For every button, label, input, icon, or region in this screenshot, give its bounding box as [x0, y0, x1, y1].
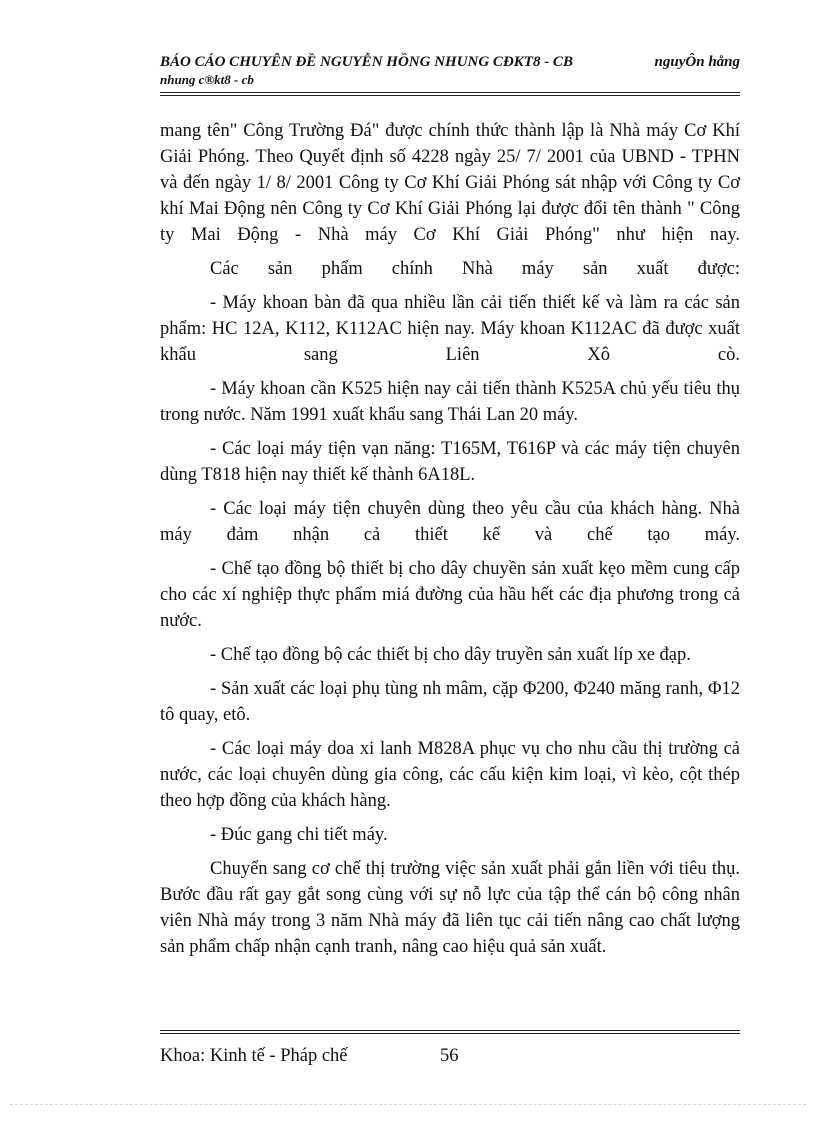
paragraph: - Chế tạo đồng bộ thiết bị cho dây chuyền sản xuất kẹo mềm cung cấp cho các xí nghiệp thực phẩm miá đường của hầu hết các địa phương trong cả nước. — [160, 559, 740, 631]
header-rule — [160, 92, 740, 93]
page-number: 56 — [440, 1046, 459, 1066]
page-edge-divider — [10, 1104, 806, 1105]
paragraph: - Các loại máy tiện vạn năng: T165M, T616P và các máy tiện chuyên dùng T818 hiện nay thiết kế thành 6A18L. — [160, 439, 740, 485]
paragraph: - Đúc gang chi tiết máy. — [210, 825, 388, 845]
header-title: BÁO CÁO CHUYÊN ĐỀ NGUYỄN HỒNG NHUNG CĐKT8 - CB — [160, 54, 573, 70]
paragraph: Chuyển sang cơ chế thị trường việc sản xuất phải gắn liền với tiêu thụ. Bước đầu rất gay gắt song cùng với sự nỗ lực của tập thể cán bộ công nhân viên Nhà máy trong 3 năm Nhà máy đã liên tục cải tiến nâng cao chất lượng sản phẩm chấp nhận cạnh tranh, nâng cao hiệu quả sản xuất. — [160, 859, 740, 957]
header-subtitle: nhung c®kt8 - cb — [160, 72, 254, 87]
paragraph: - Sản xuất các loại phụ tùng nh mâm, cặp Φ200, Φ240 măng ranh, Φ12 tô quay, etô. — [160, 679, 740, 725]
header-author: nguyÔn hång — [654, 54, 740, 70]
paragraph: Các sản phẩm chính Nhà máy sản xuất được: — [210, 259, 740, 279]
paragraph: mang tên" Công Trường Đá" được chính thức thành lập là Nhà máy Cơ Khí Giải Phóng. Theo Quyết định số 4228 ngày 25/ 7/ 2001 của UBND - TPHN và đến ngày 1/ 8/ 2001 Công ty Cơ Khí Giải Phóng sát nhập với Công ty Cơ khí Mai Động nên Công ty Cơ Khí Giải Phóng lại được đổi tên thành " Công ty Mai Động - Nhà máy Cơ Khí Giải Phóng" như hiện nay. — [160, 121, 740, 245]
footer-faculty: Khoa: Kinh tế - Pháp chế — [160, 1046, 348, 1066]
paragraph: - Máy khoan bàn đã qua nhiều lần cải tiến thiết kế và làm ra các sản phẩm: HC 12A, K112, K112AC hiện nay. Máy khoan K112AC đã được xuất khẩu sang Liên Xô cò. — [160, 293, 740, 365]
paragraph: - Máy khoan cần K525 hiện nay cải tiến thành K525A chủ yếu tiêu thụ trong nước. Năm 1991 xuất khẩu sang Thái Lan 20 máy. — [160, 379, 740, 425]
paragraph: - Các loại máy doa xi lanh M828A phục vụ cho nhu cầu thị trường cả nước, các loại chuyên dùng gia công, các cấu kiện kim loại, vì kèo, cột thép theo hợp đồng của khách hàng. — [160, 739, 740, 811]
paragraph: - Chế tạo đồng bộ các thiết bị cho dây truyền sản xuất líp xe đạp. — [210, 645, 691, 665]
footer-rule — [160, 1030, 740, 1031]
paragraph: - Các loại máy tiện chuyên dùng theo yêu cầu của khách hàng. Nhà máy đảm nhận cả thiết kế và chế tạo máy. — [160, 499, 740, 545]
document-body — [160, 118, 740, 968]
